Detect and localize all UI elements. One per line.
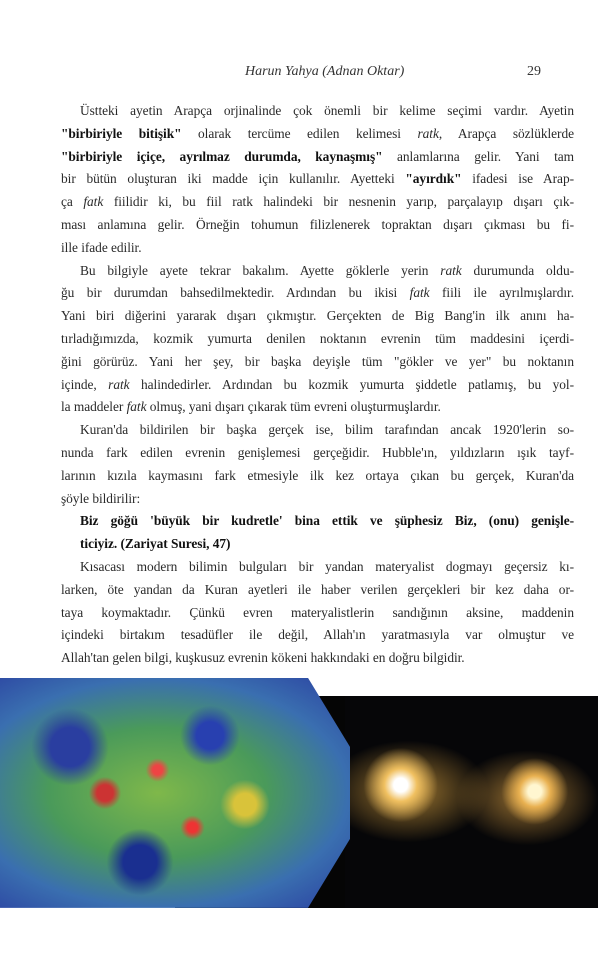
text-line	[61, 465, 574, 488]
text-segment: olmuş, yani dışarı çıkarak tüm evreni oluşturmuşlardır.	[146, 399, 441, 415]
text-segment: , Arapça sözlüklerde	[438, 125, 574, 141]
text-line	[61, 374, 574, 397]
bold-text: "ayırdık"	[405, 171, 462, 187]
italic-text: ratk	[108, 376, 130, 392]
text-segment: şöyle bildirilir:	[61, 490, 141, 506]
text-segment: fiili ile ayrılmışlardır.	[429, 285, 574, 301]
text-line	[61, 488, 574, 511]
text-segment: halindedirler. Ardından bu kozmik yumurta şiddetle patlamış, bu yol-	[129, 376, 574, 392]
text-segment: ğu bir durumdan bahsedilmektedir. Ardından bu ikisi	[61, 285, 410, 301]
text-segment: ille ifade edilir.	[61, 239, 142, 255]
text-line	[61, 146, 574, 169]
text-line	[61, 351, 574, 374]
text-line	[61, 168, 574, 191]
italic-text: ratk	[440, 262, 462, 278]
text-line	[61, 214, 574, 237]
page-number: 29	[527, 64, 541, 79]
text-line	[61, 602, 574, 625]
text-segment: fiilidir ki, bu fiil ratk halindeki bir nesnenin yarıp, parçalayıp dışarı çık-	[103, 194, 574, 210]
colliding-galaxies-image	[345, 696, 598, 908]
text-segment: nunda fark edilen evrenin genişlemesi gerçeğidir. Hubble'ın, yıldızların ışık tayf-	[61, 444, 574, 460]
text-line	[61, 419, 574, 442]
text-segment: içindeki birtakım tesadüfler ile değil, Allah'ın yaratmasıyla var olmuştur ve	[61, 627, 574, 643]
text-line	[61, 510, 574, 533]
text-line	[61, 442, 574, 465]
text-segment: ması anlamına gelir. Örneğin tohumun filizlenerek topraktan dışarı çıkması bu fi-	[61, 216, 574, 232]
italic-text: ratk	[417, 125, 439, 141]
text-segment: taya koymaktadır. Çünkü evren materyalistlerin sandığının aksine, maddenin	[61, 604, 574, 620]
text-line	[61, 100, 574, 123]
text-segment: anlamlarına gelir. Yani tam	[382, 148, 574, 164]
text-line	[61, 191, 574, 214]
illustrations	[0, 678, 609, 908]
bold-text: "birbiriyle içiçe, ayrılmaz durumda, kaynaşmış"	[61, 148, 383, 164]
text-line	[61, 624, 574, 647]
body-text	[61, 100, 574, 670]
text-segment: ğini görürüz. Yani her şey, bir başka deyişle tüm "gökler ve yer" bu noktanın	[61, 353, 574, 369]
text-segment: larının kızıla kaymasını fark etmesiyle ilk kez ortaya çıkan bu gerçek, Kuran'da	[61, 467, 574, 483]
text-segment: olarak tercüme edilen kelimesi	[181, 125, 418, 141]
text-line	[61, 123, 574, 146]
bold-text: "birbiriyle bitişik"	[61, 125, 182, 141]
italic-text: fatk	[409, 285, 430, 301]
text-segment: durumunda oldu-	[461, 262, 575, 278]
text-segment: Üstteki ayetin Arapça orjinalinde çok önemli bir kelime seçimi vardır. Ayetin	[80, 103, 574, 118]
text-line	[61, 579, 574, 602]
text-line	[61, 328, 574, 351]
text-line	[61, 533, 574, 556]
bold-text: ticiyiz. (Zariyat Suresi, 47)	[80, 536, 231, 552]
text-segment: Kuran'da bildirilen bir başka gerçek ise, bilim tarafından ancak 1920'lerin so-	[80, 422, 574, 438]
text-line	[61, 260, 574, 283]
cosmic-microwave-background-image	[0, 678, 350, 908]
text-line	[61, 396, 574, 419]
header-author: Harun Yahya (Adnan Oktar)	[245, 64, 405, 79]
text-segment: larken, öte yandan da Kuran ayetleri ile haber verilen gerçekleri bir kez daha or-	[61, 581, 574, 597]
text-segment: Kısacası modern bilimin bulguları bir yandan materyalist dogmayı geçersiz kı-	[80, 558, 574, 574]
text-segment: Bu bilgiyle ayete tekrar bakalım. Ayette göklerle yerin	[80, 262, 441, 278]
running-header	[0, 64, 609, 84]
text-segment: bir bütün oluşturan iki madde için kullanılır. Ayetteki	[61, 171, 406, 187]
text-line	[61, 305, 574, 328]
italic-text: fatk	[126, 399, 147, 415]
text-line	[61, 556, 574, 579]
text-segment: ça	[61, 194, 84, 210]
text-line	[61, 647, 574, 670]
text-line	[61, 282, 574, 305]
text-segment: Allah'tan gelen bilgi, kuşkusuz evrenin kökeni hakkındaki en doğru bilgidir.	[61, 650, 465, 666]
bold-text: Biz göğü 'büyük bir kudretle' bina ettik ve şüphesiz Biz, (onu) genişle-	[80, 513, 574, 529]
text-segment: ifadesi ise Arap-	[461, 171, 574, 187]
italic-text: fatk	[83, 194, 104, 210]
text-line	[61, 237, 574, 260]
text-segment: tırladığımızda, kozmik yumurta denilen noktanın evrenin tüm maddesini içerdi-	[61, 330, 574, 346]
text-segment: içinde,	[61, 376, 109, 392]
text-segment: Yani biri diğerini yararak dışarı çıkmıştır. Gerçekten de Big Bang'in ilk anını ha-	[61, 308, 574, 324]
text-segment: la maddeler	[61, 399, 127, 415]
